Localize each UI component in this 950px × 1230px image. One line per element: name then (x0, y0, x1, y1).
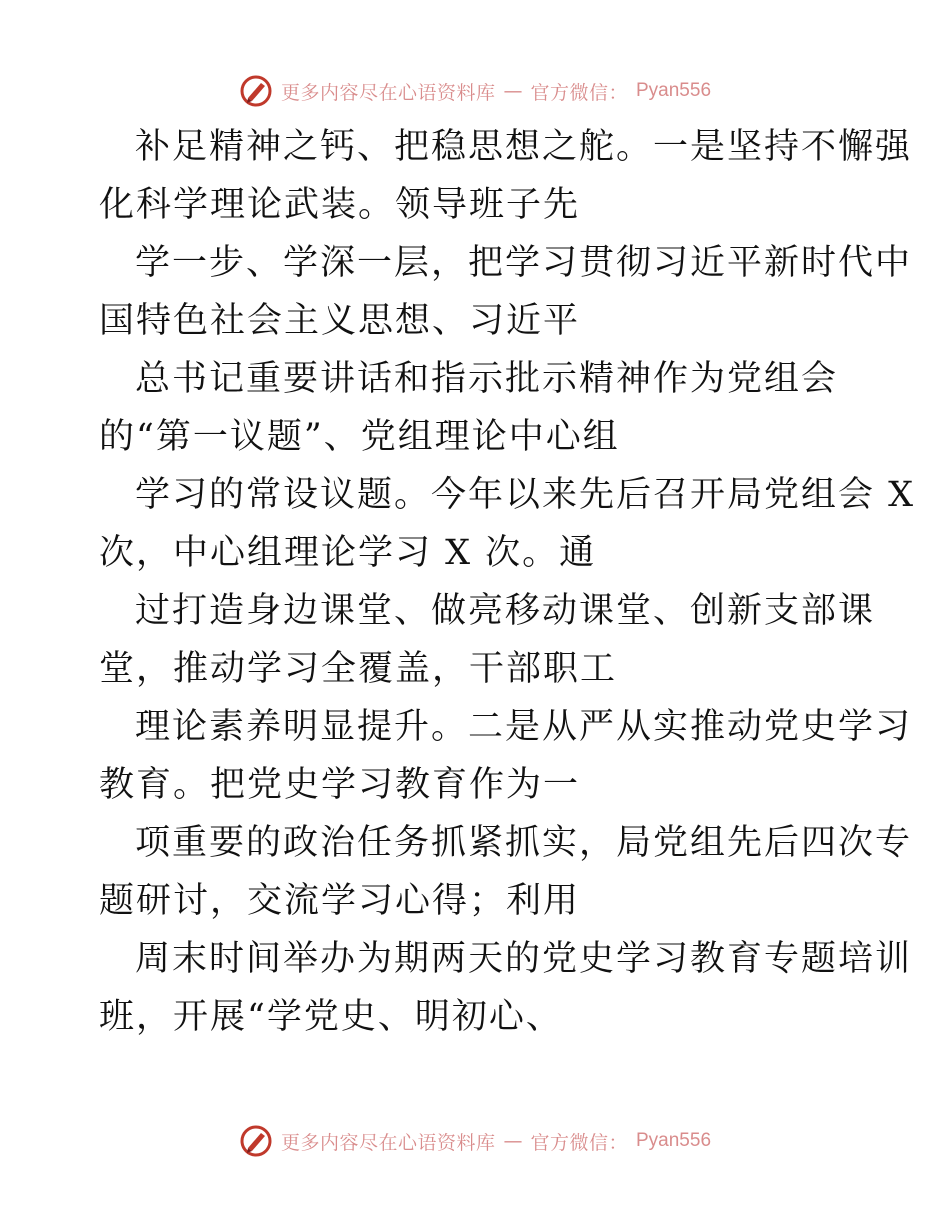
text-line-16: 班，开展“学党史、明初心、 (99, 997, 563, 1037)
text-line-11: 理论素养明显提升。二是从严从实推动党史学习 (135, 707, 913, 747)
text-line-12: 教育。把党史学习教育作为一 (99, 765, 581, 805)
text-line-3: 学一步、学深一层，把学习贯彻习近平新时代中 (135, 243, 913, 283)
text-line-1: 补足精神之钙、把稳思想之舵。一是坚持不懈强 (135, 127, 913, 167)
watermark-main-text: 更多内容尽在心语资料库 (280, 1131, 496, 1154)
text-line-8: 次，中心组理论学习 X 次。通 (99, 533, 597, 573)
text-line-15: 周末时间举办为期两天的党史学习教育专题培训 (135, 939, 913, 979)
watermark-separator: — (503, 80, 523, 102)
text-line-9: 过打造身边课堂、做亮移动课堂、创新支部课 (135, 591, 876, 631)
text-line-2: 化科学理论武装。领导班子先 (99, 185, 581, 225)
pen-circle-logo-icon (239, 74, 273, 108)
text-line-4: 国特色社会主义思想、习近平 (99, 301, 581, 341)
pen-circle-logo-icon (239, 1124, 273, 1158)
text-line-7: 学习的常设议题。今年以来先后召开局党组会 X (135, 475, 916, 515)
watermark-official-label: 官方微信： (530, 1131, 628, 1154)
text-line-6: 的“第一议题”、党组理论中心组 (99, 417, 620, 457)
footer-watermark (0, 1121, 950, 1161)
document-body (99, 118, 916, 1046)
watermark-official-label: 官方微信： (530, 81, 628, 104)
text-line-10: 堂，推动学习全覆盖，干部职工 (99, 649, 618, 689)
watermark-separator: — (503, 1130, 523, 1152)
watermark-main-text: 更多内容尽在心语资料库 (280, 81, 496, 104)
watermark-wechat-id: Pyan556 (636, 80, 712, 101)
watermark-wechat-id: Pyan556 (636, 1130, 712, 1151)
header-watermark (0, 71, 950, 111)
text-line-13: 项重要的政治任务抓紧抓实，局党组先后四次专 (135, 823, 913, 863)
text-line-5: 总书记重要讲话和指示批示精神作为党组会 (135, 359, 839, 399)
text-line-14: 题研讨，交流学习心得；利用 (99, 881, 581, 921)
